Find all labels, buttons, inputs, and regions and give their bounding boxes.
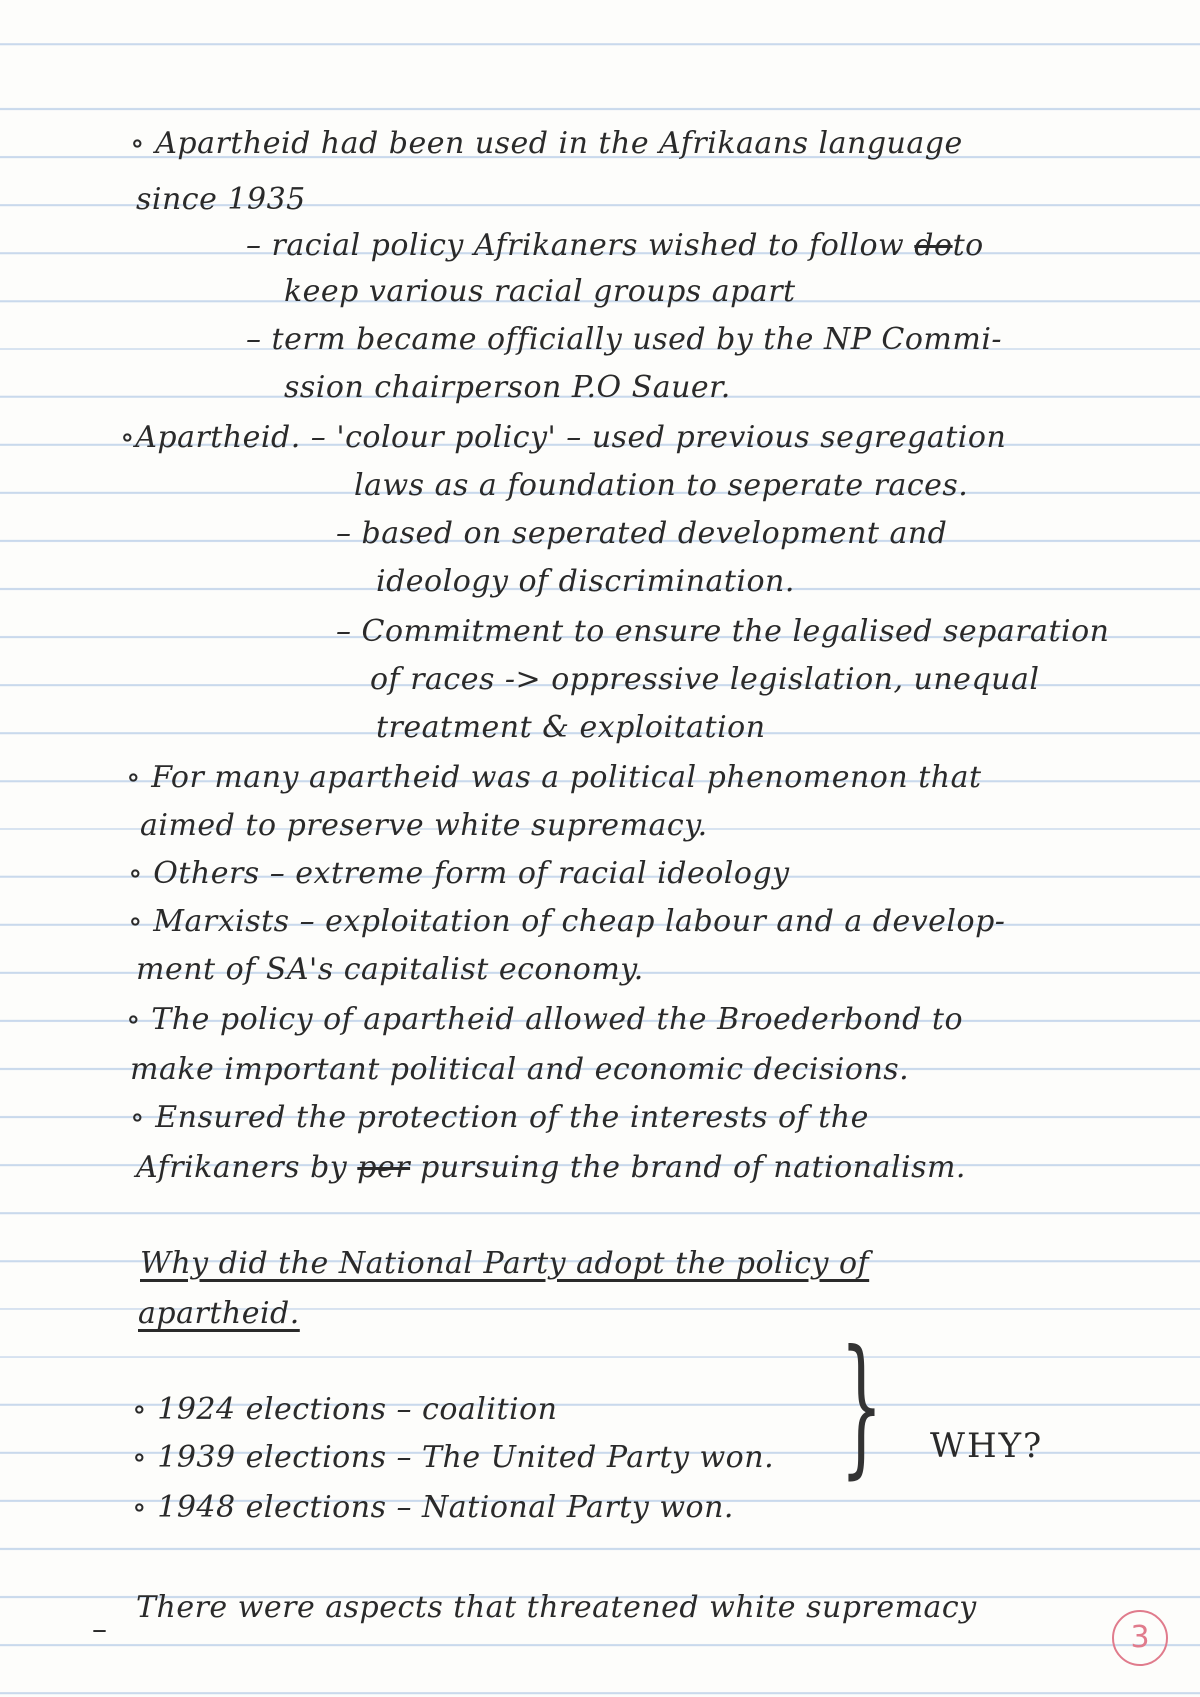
note-text: Afrikaners by [136, 1150, 348, 1185]
page-number-badge: 3 [1112, 1610, 1168, 1666]
note-line: treatment & exploitation [376, 710, 766, 745]
note-line: There were aspects that threatened white supremacy [136, 1590, 977, 1625]
note-line: make important political and economic decisions. [130, 1052, 910, 1087]
note-line: of races -> oppressive legislation, unequal [370, 662, 1040, 697]
note-line: ∘ The policy of apartheid allowed the Broederbond to [126, 1002, 964, 1037]
note-line: ∘ Marxists – exploitation of cheap labour and a develop- [128, 904, 1006, 939]
election-line: ∘ 1939 elections – The United Party won. [132, 1440, 775, 1475]
note-line: – term became officially used by the NP Commi- [246, 322, 1003, 357]
section-heading: apartheid. [138, 1296, 300, 1331]
note-line [136, 1150, 966, 1186]
note-line: ∘ For many apartheid was a political phenomenon that [126, 760, 982, 795]
section-heading: Why did the National Party adopt the policy of [140, 1246, 870, 1281]
crossed-out-word: do [914, 228, 953, 263]
note-line: – based on seperated development and [336, 516, 948, 551]
note-text: pursuing the brand of nationalism. [420, 1150, 966, 1185]
note-text: – racial policy Afrikaners wished to follow [246, 228, 905, 263]
note-line: – Commitment to ensure the legalised separation [336, 614, 1110, 649]
brace-label: WHY? [930, 1426, 1044, 1466]
note-line: laws as a foundation to seperate races. [354, 468, 969, 503]
note-line: ideology of discrimination. [376, 564, 795, 599]
note-line [246, 228, 984, 264]
note-line: ment of SA's capitalist economy. [136, 952, 644, 987]
note-line: ∘ Others – extreme form of racial ideology [128, 856, 790, 891]
note-line: ∘Apartheid. – 'colour policy' – used previous segregation [120, 420, 1007, 455]
curly-brace-icon: } [840, 1319, 883, 1493]
note-text: to [952, 228, 984, 263]
election-line: ∘ 1948 elections – National Party won. [132, 1490, 734, 1525]
crossed-out-word: per [357, 1150, 411, 1185]
note-line: since 1935 [136, 182, 306, 217]
election-line: ∘ 1924 elections – coalition [132, 1392, 558, 1427]
note-line: ∘ Apartheid had been used in the Afrikaans language [130, 126, 963, 161]
note-line: ssion chairperson P.O Sauer. [284, 370, 731, 405]
note-line: ∘ Ensured the protection of the interests of the [130, 1100, 869, 1135]
note-line: keep various racial groups apart [284, 274, 796, 309]
dash-mark: – [92, 1612, 107, 1647]
note-line: aimed to preserve white supremacy. [140, 808, 708, 843]
